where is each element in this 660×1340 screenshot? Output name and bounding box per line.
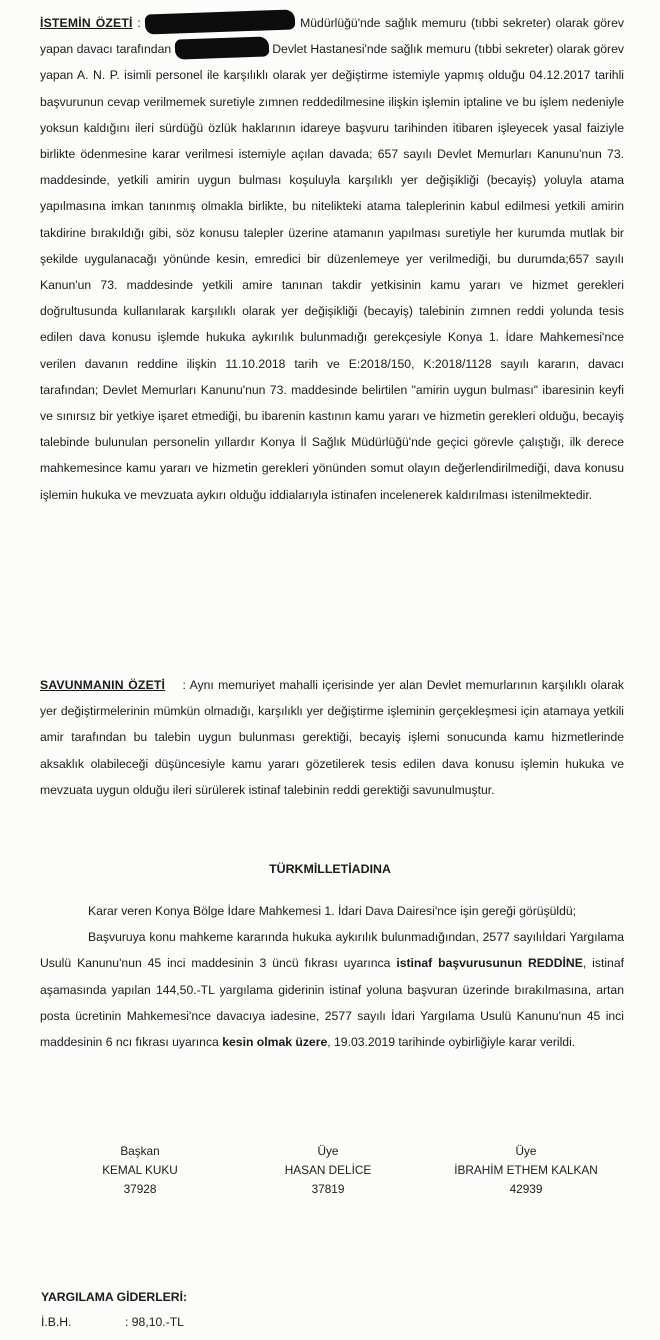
signature-name: KEMAL KUKU <box>102 1163 178 1177</box>
defense-summary-text: Aynı memuriyet mahalli içerisinde yer alan Devlet memurlarının karşılıklı olarak yer değiştirmelerinin mümkün olmadığı, karşılıklı yer değiştirme işleminin gerçekleşmesi için atamaya yetkili amir tarafından bu talebin uygun bulunması gerektiği, becayiş işlemi sonucunda kamu hizmetlerinde aksaklık olabileceği düşüncesiyle kamu yararı gözetilerek tesis edilen dava konusu işlemin hukuka ve mevzuata uygun olduğu ileri sürülerek istinaf talebinin reddi gerektiği savunulmuştur. <box>40 678 624 797</box>
claim-summary-separator: : <box>132 16 146 30</box>
signature-name: HASAN DELİCE <box>284 1163 372 1177</box>
redaction-mark <box>145 9 296 34</box>
signature-number: 37928 <box>123 1182 157 1196</box>
signature-name: İBRAHİM ETHEM KALKAN <box>454 1163 598 1177</box>
claim-summary-section <box>40 10 624 508</box>
defense-summary-section <box>40 672 624 803</box>
signature-role: Üye <box>515 1144 537 1158</box>
decision-section <box>40 898 624 1055</box>
signature-role: Üye <box>317 1144 339 1158</box>
signature-block <box>436 1142 616 1199</box>
decision-bold-text: istinaf başvurusunun REDDİNE <box>396 956 583 971</box>
decision-paragraph-2 <box>40 924 624 1055</box>
decision-paragraph-1: Karar veren Konya Bölge İdare Mahkemesi 1. İdari Dava Dairesi'nce işin gereği görüşüldü; <box>88 904 577 918</box>
signature-number: 42939 <box>509 1182 543 1196</box>
defense-summary-heading: SAVUNMANIN ÖZETİ <box>40 678 166 692</box>
decision-bold-text: kesin olmak üzere <box>222 1035 328 1050</box>
claim-summary-text-a: Müdürlüğü'nde sağlık memuru (tıbbi sekreter) olarak görev yapan davacı tarafından <box>40 16 624 57</box>
cost-value: : 98,10.-TL <box>125 1315 184 1329</box>
redaction-mark <box>174 37 269 60</box>
cost-label: İ.B.H. <box>41 1315 72 1329</box>
decision-text: , 19.03.2019 tarihinde oybirliğiyle karar verildi. <box>327 1035 576 1050</box>
decision-text: Başvuruya konu mahkeme kararında hukuka aykırılık bulunmadığından, 2577 sayılıİdari Yargılama Usulü Kanunu'nun 45 inci maddesinin 3 üncü fıkrası uyarınca <box>40 930 624 971</box>
defense-summary-separator: : <box>178 678 190 692</box>
costs-heading: YARGILAMA GİDERLERİ: <box>41 1290 188 1304</box>
cost-row <box>41 1315 184 1329</box>
signature-block <box>238 1142 418 1199</box>
claim-summary-heading: İSTEMİN ÖZETİ <box>40 16 133 30</box>
nation-title: TÜRKMİLLETİADINA <box>269 862 391 876</box>
signature-block <box>50 1142 230 1199</box>
decision-text: , istinaf aşamasında yapılan 144,50.-TL yargılama giderinin istinaf yoluna başvuran üzerinde bırakılmasına, artan posta ücretinin Mahkemesi'nce davacıya iadesine, 2577 sayılı İdari Yargılama Usulü Kanunu'nun 45 inci maddesinin 6 ncı fıkrası uyarınca <box>40 956 624 1050</box>
signature-role: Başkan <box>120 1144 160 1158</box>
claim-summary-text-b: Devlet Hastanesi'nde sağlık memuru (tıbbi sekreter) olarak görev yapan A. N. P. isimli personel ile karşılıklı olarak yer değiştirme istemiyle yapmış olduğu 04.12.2017 tarihli başvurunun cevap verilmemek suretiyle zımnen reddedilmesine ilişkin işlemin iptaline ve bu işlem nedeniyle yoksun kaldığını ileri sürdüğü özlük haklarının idareye başvuru tarihinden itibaren işleyecek yasal faiziyle birlikte ödenmesine karar verilmesi istemiyle açılan davada; 657 sayılı Devlet Memurları Kanunu'nun 73. maddesinde, yetkili amirin uygun bulması koşuluyla karşılıklı yer değişikliği (becayiş) yoluyla atama yapılmasına imkan tanınmış olmakla birlikte, bu nitelikteki atama taleplerinin kabul edilmesi yetkili amirin takdirine bırakıldığı gibi, söz konusu talepler üzerine atamanın yapılması suretiyle her kurumda mutlak bir şekilde uygulanacağı yönünde kesin, emredici bir düzenlemeye yer verilmediği, bu durumda;657 sayılı Kanun'un 73. maddesinde yetkili amire tanınan takdir yetkisinin kamu yararı ve hizmet gerekleri doğrultusunda kullanılarak karşılıklı olarak yer değişikliği (becayiş) talebinin zımnen reddi yolunda tesis edilen dava konusu işlemde hukuka aykırılık bulunmadığı gerekçesiyle Konya 1. İdare Mahkemesi'nce verilen davanın reddine ilişkin 11.10.2018 tarih ve E:2018/150, K:2018/1128 sayılı kararın, davacı tarafından; Devlet Memurları Kanunu'nun 73. maddesinde belirtilen "amirin uygun bulması" ibaresinin keyfi ve sınırsız bir yetkiye işaret etmediği, bu ibarenin kastının kamu yararı ve hizmetin gerekleri olduğu, becayiş talebinde bulunulan personelin yıllardır Konya İl Sağlık Müdürlüğü'nde geçici görevle çalıştığı, ilk derece mahkemesince kamu yararı ve hizmetin gerekleri yönünden somut olayın değerlendirilmediği, dava konusu işlemin hukuka ve mevzuata aykırı olduğu iddialarıyla istinafen incelenerek kaldırılması istenilmektedir. <box>40 42 624 502</box>
signature-number: 37819 <box>311 1182 345 1196</box>
